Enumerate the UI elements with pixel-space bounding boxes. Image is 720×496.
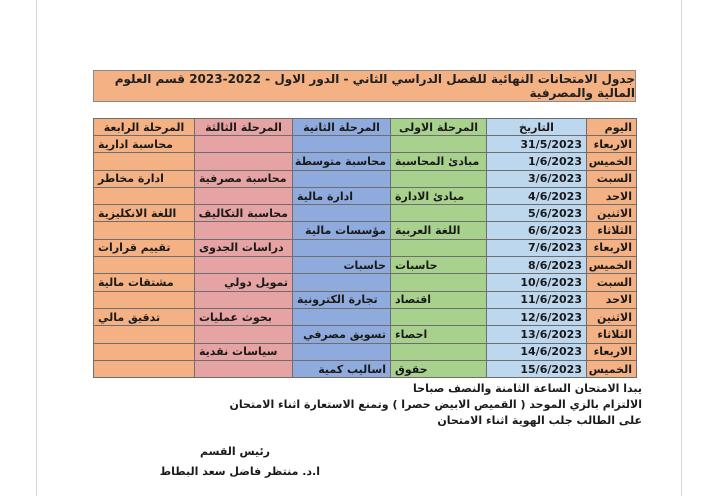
day-cell: الخميس — [587, 153, 637, 170]
day-cell: السبت — [587, 170, 637, 187]
header-stage-3: المرحلة الثالثة — [195, 119, 293, 136]
stage-1-cell: حاسبات — [391, 257, 487, 274]
stage-1-cell — [391, 308, 487, 325]
table-row — [94, 308, 637, 325]
table-header-row — [94, 119, 637, 136]
stage-1-cell: اقتصاد — [391, 291, 487, 308]
date-cell: 1/6/2023 — [487, 153, 587, 170]
stage-3-cell: تمويل دولي — [195, 274, 293, 291]
date-cell: 14/6/2023 — [487, 343, 587, 360]
stage-3-cell: محاسبة مصرفية — [195, 170, 293, 187]
stage-4-cell: تقييم قرارات — [94, 239, 195, 256]
stage-1-cell — [391, 136, 487, 153]
date-cell: 13/6/2023 — [487, 326, 587, 343]
stage-2-cell: حاسبات — [293, 257, 391, 274]
stage-2-cell — [293, 343, 391, 360]
header-stage-1: المرحلة الاولى — [391, 119, 487, 136]
stage-2-cell: مؤسسات مالية — [293, 222, 391, 239]
stage-4-cell — [94, 343, 195, 360]
schedule-title: جدول الامتحانات النهائية للفصل الدراسي الثاني - الدور الاول - 2022-2023 قسم العلوم المالية والمصرفية — [93, 70, 636, 102]
table-row — [94, 222, 637, 239]
note-start-time: يبدا الامتحان الساعة الثامنة والنصف صباحا — [413, 382, 642, 395]
stage-1-cell: مبادئ المحاسبة — [391, 153, 487, 170]
signature-block — [120, 442, 320, 482]
stage-1-cell: اللغة العربية — [391, 222, 487, 239]
stage-1-cell — [391, 170, 487, 187]
stage-3-cell: محاسبة التكاليف — [195, 205, 293, 222]
note-dress-code: الالتزام بالزي الموحد ( القميص الابيض حصرا ) وتمنع الاستعارة اثناء الامتحان — [229, 398, 642, 411]
header-date: التاريخ — [487, 119, 587, 136]
day-cell: الاربعاء — [587, 343, 637, 360]
table-row — [94, 187, 637, 204]
stage-1-cell — [391, 239, 487, 256]
table-row — [94, 153, 637, 170]
table-row — [94, 274, 637, 291]
stage-2-cell — [293, 274, 391, 291]
date-cell: 10/6/2023 — [487, 274, 587, 291]
stage-3-cell — [195, 326, 293, 343]
day-cell: الاربعاء — [587, 239, 637, 256]
stage-2-cell: تجارة الكترونية — [293, 291, 391, 308]
stage-1-cell: حقوق — [391, 360, 487, 377]
stage-4-cell: محاسبة ادارية — [94, 136, 195, 153]
date-cell: 12/6/2023 — [487, 308, 587, 325]
date-cell: 4/6/2023 — [487, 187, 587, 204]
stage-4-cell — [94, 222, 195, 239]
table-row — [94, 205, 637, 222]
day-cell: السبت — [587, 274, 637, 291]
stage-4-cell — [94, 326, 195, 343]
day-cell: الاحد — [587, 187, 637, 204]
stage-4-cell: ادارة مخاطر — [94, 170, 195, 187]
day-cell: الثلاثاء — [587, 222, 637, 239]
header-stage-2: المرحلة الثانية — [293, 119, 391, 136]
table-row — [94, 360, 637, 377]
date-cell: 3/6/2023 — [487, 170, 587, 187]
stage-1-cell — [391, 274, 487, 291]
exam-schedule-table — [93, 118, 637, 378]
stage-2-cell — [293, 136, 391, 153]
stage-4-cell: تدقيق مالي — [94, 308, 195, 325]
table-row — [94, 343, 637, 360]
exam-notes — [82, 381, 642, 429]
day-cell: الاثنين — [587, 308, 637, 325]
stage-2-cell — [293, 308, 391, 325]
header-stage-4: المرحلة الرابعة — [94, 119, 195, 136]
stage-3-cell — [195, 153, 293, 170]
note-id-card: على الطالب جلب الهوية اثناء الامتحان — [437, 414, 642, 427]
table-row — [94, 136, 637, 153]
signature-name: ا.د. منتظر فاضل سعد البطاط — [159, 465, 320, 478]
stage-1-cell — [391, 343, 487, 360]
stage-1-cell: مبادئ الادارة — [391, 187, 487, 204]
day-cell: الثلاثاء — [587, 326, 637, 343]
day-cell: الاحد — [587, 291, 637, 308]
date-cell: 31/5/2023 — [487, 136, 587, 153]
stage-3-cell — [195, 360, 293, 377]
header-day: اليوم — [587, 119, 637, 136]
date-cell: 8/6/2023 — [487, 257, 587, 274]
stage-3-cell — [195, 187, 293, 204]
day-cell: الاثنين — [587, 205, 637, 222]
stage-4-cell — [94, 153, 195, 170]
stage-2-cell — [293, 239, 391, 256]
stage-3-cell — [195, 136, 293, 153]
stage-2-cell: تسويق مصرفي — [293, 326, 391, 343]
table-row — [94, 170, 637, 187]
stage-3-cell — [195, 222, 293, 239]
stage-1-cell — [391, 205, 487, 222]
stage-3-cell: سياسات نقدية — [195, 343, 293, 360]
day-cell: الاربعاء — [587, 136, 637, 153]
stage-2-cell: ادارة مالية — [293, 187, 391, 204]
table-row — [94, 257, 637, 274]
stage-3-cell — [195, 257, 293, 274]
table-row — [94, 239, 637, 256]
table-row — [94, 291, 637, 308]
day-cell: الخميس — [587, 257, 637, 274]
date-cell: 15/6/2023 — [487, 360, 587, 377]
date-cell: 11/6/2023 — [487, 291, 587, 308]
signature-title: رئيس القسم — [200, 445, 270, 458]
date-cell: 6/6/2023 — [487, 222, 587, 239]
table-row — [94, 326, 637, 343]
stage-2-cell: محاسبة متوسطة — [293, 153, 391, 170]
stage-3-cell: دراسات الجدوى — [195, 239, 293, 256]
day-cell: الخميس — [587, 360, 637, 377]
stage-4-cell: اللغة الانكليزية — [94, 205, 195, 222]
stage-1-cell: احصاء — [391, 326, 487, 343]
stage-4-cell — [94, 360, 195, 377]
stage-4-cell — [94, 291, 195, 308]
stage-4-cell — [94, 187, 195, 204]
stage-3-cell — [195, 291, 293, 308]
date-cell: 7/6/2023 — [487, 239, 587, 256]
stage-2-cell: اساليب كمية — [293, 360, 391, 377]
stage-2-cell — [293, 205, 391, 222]
date-cell: 5/6/2023 — [487, 205, 587, 222]
stage-3-cell: بحوث عمليات — [195, 308, 293, 325]
stage-4-cell: مشتقات مالية — [94, 274, 195, 291]
stage-4-cell — [94, 257, 195, 274]
stage-2-cell — [293, 170, 391, 187]
